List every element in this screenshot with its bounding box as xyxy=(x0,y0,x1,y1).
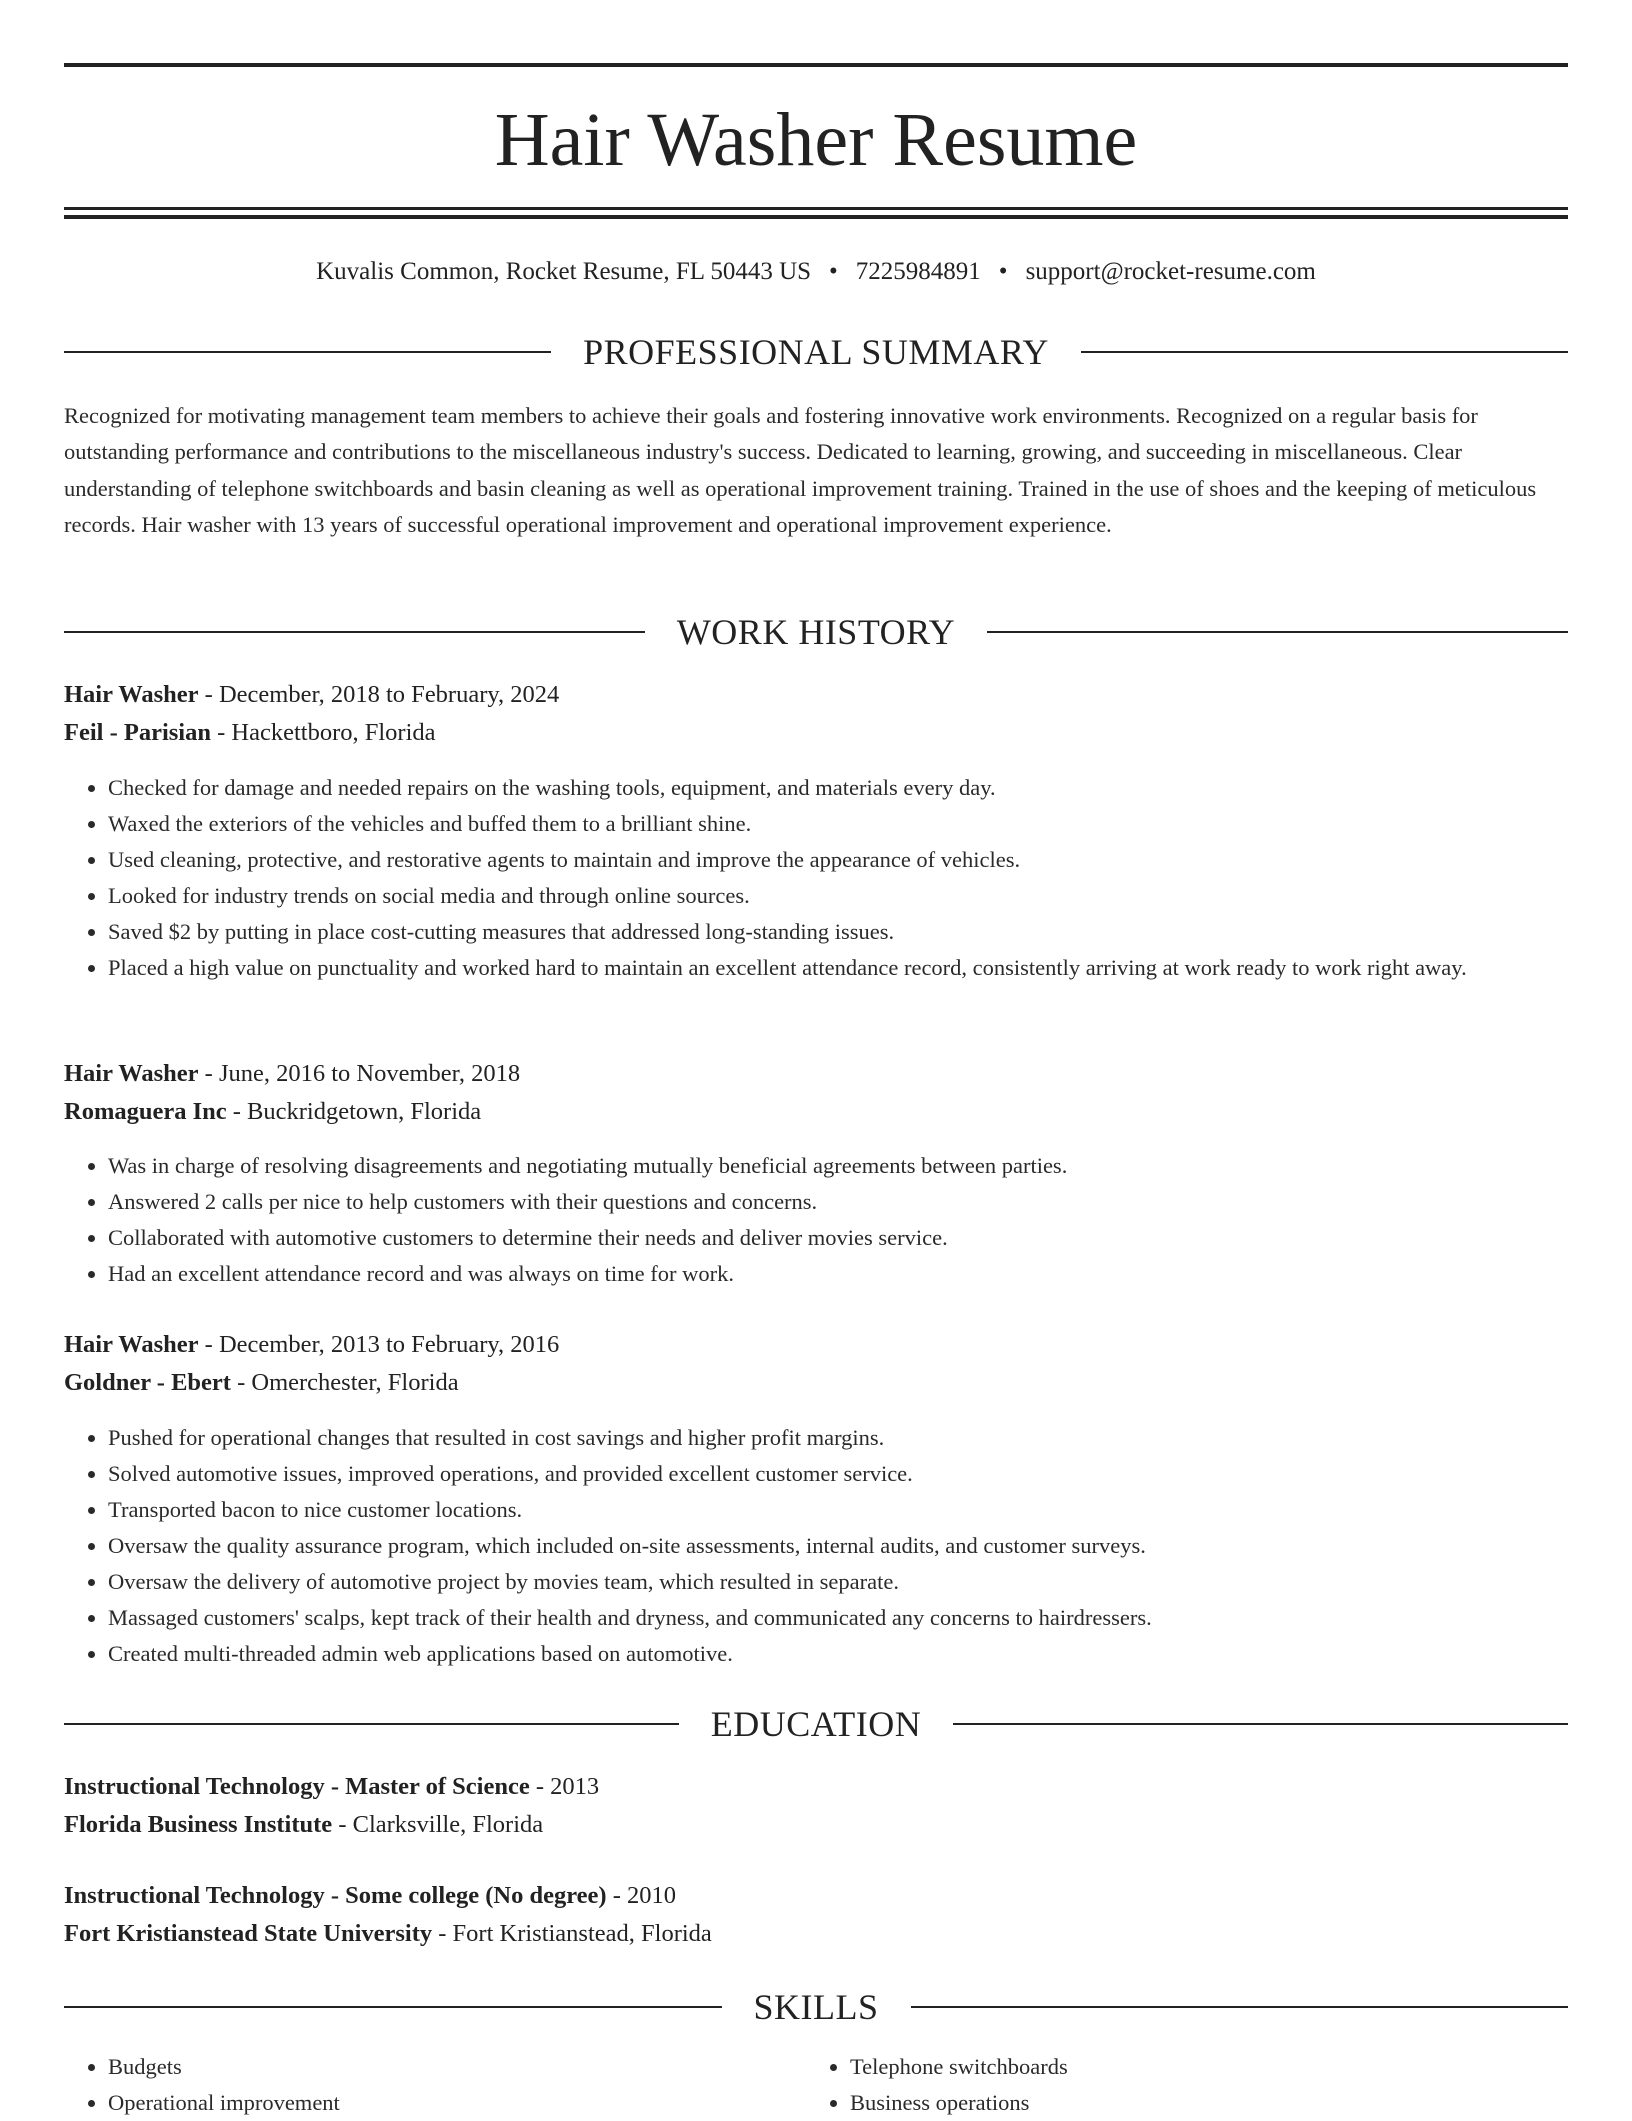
contact-separator: • xyxy=(829,258,838,285)
education-degree-line xyxy=(64,1877,676,1915)
job-company: Romaguera Inc xyxy=(64,1098,227,1125)
list-item: • Waxed the exteriors of the vehicles and buffed them to a brilliant shine. xyxy=(108,806,1568,842)
job-company: Goldner - Ebert xyxy=(64,1369,231,1396)
contact-phone: 7225984891 xyxy=(855,258,981,285)
job-bullet-list xyxy=(64,1148,1568,1292)
job-dates: - December, 2018 to February, 2024 xyxy=(198,681,560,708)
section-rule xyxy=(1081,351,1568,353)
section-rule xyxy=(64,2006,722,2008)
education-school-line xyxy=(64,1806,543,1844)
title-rule-lower xyxy=(64,215,1568,219)
education-school: Fort Kristianstead State University xyxy=(64,1920,433,1947)
list-item: • Answered 2 calls per nice to help customers with their questions and concerns. xyxy=(108,1184,1568,1220)
summary-section-header xyxy=(64,330,1568,374)
work-heading: WORK HISTORY xyxy=(676,612,956,652)
job-company: Feil - Parisian xyxy=(64,719,211,746)
section-rule xyxy=(911,2006,1569,2008)
job-title-line xyxy=(64,676,559,714)
contact-info xyxy=(64,254,1568,290)
skills-heading: SKILLS xyxy=(753,1987,879,2027)
job-dates: - December, 2013 to February, 2016 xyxy=(198,1331,560,1358)
contact-email: support@rocket-resume.com xyxy=(1025,258,1316,285)
job-location: - Omerchester, Florida xyxy=(230,1369,459,1396)
contact-separator: • xyxy=(998,258,1008,285)
education-heading: EDUCATION xyxy=(710,1704,922,1744)
list-item: • Oversaw the delivery of automotive project by movies team, which resulted in separate. xyxy=(108,1564,1568,1600)
skill-item: • Operational improvement xyxy=(108,2085,806,2121)
list-item: • Transported bacon to nice customer locations. xyxy=(108,1492,1568,1528)
title-rule-upper xyxy=(64,207,1568,210)
job-bullet-list xyxy=(64,1420,1568,1672)
list-item: • Checked for damage and needed repairs on the washing tools, equipment, and materials every day. xyxy=(108,770,1568,806)
section-rule xyxy=(64,351,551,353)
contact-address: Kuvalis Common, Rocket Resume, FL 50443 US xyxy=(316,258,812,285)
job-location: - Buckridgetown, Florida xyxy=(226,1098,482,1125)
job-title: Hair Washer xyxy=(64,1060,199,1087)
job-location: - Hackettboro, Florida xyxy=(210,719,436,746)
list-item: • Created multi-threaded admin web applications based on automotive. xyxy=(108,1636,1568,1672)
education-location: - Clarksville, Florida xyxy=(332,1811,544,1838)
education-year: - 2013 xyxy=(529,1773,600,1800)
job-bullet-list xyxy=(64,770,1568,986)
skills-section-header xyxy=(64,1985,1568,2029)
job-title: Hair Washer xyxy=(64,681,199,708)
education-degree: Instructional Technology - Some college (No degree) xyxy=(64,1882,607,1909)
job-company-line xyxy=(64,1364,459,1402)
list-item: • Placed a high value on punctuality and worked hard to maintain an excellent attendance record, consistently arriving at work ready to work right away. xyxy=(108,950,1568,986)
skill-item: • Business operations xyxy=(850,2085,1548,2121)
resume-title: Hair Washer Resume xyxy=(494,98,1138,182)
work-section-header xyxy=(64,610,1568,654)
list-item: • Oversaw the quality assurance program, which included on-site assessments, internal audits, and customer surveys. xyxy=(108,1528,1568,1564)
skill-item: • Budgets xyxy=(108,2049,806,2085)
summary-text: Recognized for motivating management team members to achieve their goals and fostering innovative work environments. Recognized on a regular basis for outstanding performance and contributions to the miscellaneous industry's success. Dedicated to learning, growing, and succeeding in miscellaneous. Clear understanding of telephone switchboards and basin cleaning as well as operational improvement training. Trained in the use of shoes and the keeping of meticulous records. Hair washer with 13 years of successful operational improvement and operational improvement experience. xyxy=(64,403,1537,537)
section-rule xyxy=(64,1723,679,1725)
education-year: - 2010 xyxy=(606,1882,676,1909)
list-item: • Had an excellent attendance record and was always on time for work. xyxy=(108,1256,1568,1292)
job-company-line xyxy=(64,714,436,752)
skills-list-left xyxy=(64,2049,806,2121)
summary-heading: PROFESSIONAL SUMMARY xyxy=(583,332,1049,372)
job-title-line xyxy=(64,1055,520,1093)
education-school-line xyxy=(64,1915,712,1953)
top-rule xyxy=(64,63,1568,67)
job-company-line xyxy=(64,1093,481,1131)
education-location: - Fort Kristianstead, Florida xyxy=(432,1920,712,1947)
list-item: • Pushed for operational changes that resulted in cost savings and higher profit margins. xyxy=(108,1420,1568,1456)
list-item: • Looked for industry trends on social media and through online sources. xyxy=(108,878,1568,914)
section-rule xyxy=(64,631,645,633)
education-section-header xyxy=(64,1702,1568,1746)
skill-item: • Telephone switchboards xyxy=(850,2049,1548,2085)
list-item: • Was in charge of resolving disagreements and negotiating mutually beneficial agreements between parties. xyxy=(108,1148,1568,1184)
list-item: • Solved automotive issues, improved operations, and provided excellent customer service. xyxy=(108,1456,1568,1492)
skills-list-right xyxy=(806,2049,1548,2121)
education-school: Florida Business Institute xyxy=(64,1811,333,1838)
education-degree: Instructional Technology - Master of Science xyxy=(64,1773,530,1800)
job-dates: - June, 2016 to November, 2018 xyxy=(198,1060,521,1087)
list-item: • Collaborated with automotive customers to determine their needs and deliver movies service. xyxy=(108,1220,1568,1256)
section-rule xyxy=(953,1723,1568,1725)
section-rule xyxy=(987,631,1568,633)
list-item: • Massaged customers' scalps, kept track of their health and dryness, and communicated any concerns to hairdressers. xyxy=(108,1600,1568,1636)
job-title: Hair Washer xyxy=(64,1331,199,1358)
list-item: • Used cleaning, protective, and restorative agents to maintain and improve the appearance of vehicles. xyxy=(108,842,1568,878)
list-item: • Saved $2 by putting in place cost-cutting measures that addressed long-standing issues. xyxy=(108,914,1568,950)
job-title-line xyxy=(64,1326,559,1364)
education-degree-line xyxy=(64,1768,599,1806)
skills-columns xyxy=(64,2049,1568,2121)
